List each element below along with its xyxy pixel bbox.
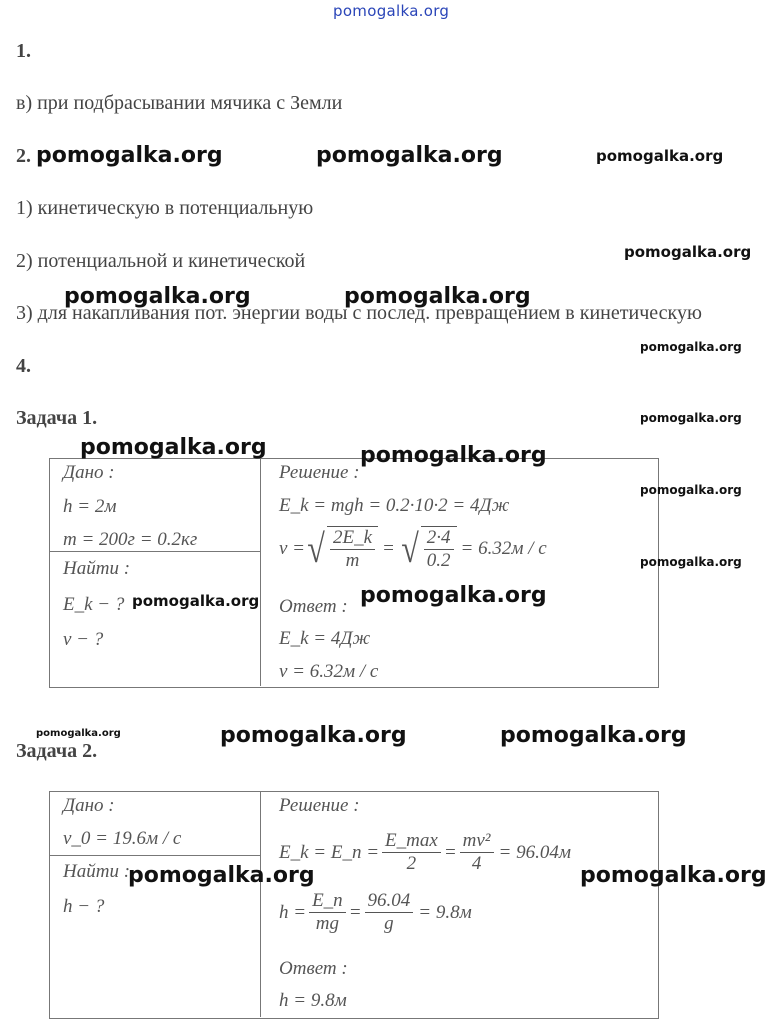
question-4-number: 4. [16,355,31,377]
task-2-eq-2-den2: g [384,913,394,934]
task-1-given-m: m = 200г = 0.2кг [63,529,198,550]
task-2-eq-2-result: = 9.8м [418,901,472,923]
task-2-eq-2-left: h = [279,901,307,923]
task-1-answer-v: v = 6.32м / с [279,661,379,682]
question-2-answer-2: 2) потенциальной и кинетической [16,250,306,272]
watermark: pomogalka.org [580,863,767,888]
watermark: pomogalka.org [344,284,531,309]
question-1-answer: в) при подбрасывании мячика с Земли [16,92,343,114]
task-1-answer-label: Ответ : [279,596,348,617]
question-2-number: 2. [16,145,31,167]
task-1-eq-1: E_k = mgh = 0.2·10·2 = 4Дж [279,495,510,516]
question-1-number: 1. [16,40,31,62]
question-2-answer-1: 1) кинетическую в потенциальную [16,197,314,219]
watermark: pomogalka.org [640,483,742,497]
task-2-eq-1-den: 2 [406,853,417,874]
task-1-eq-2-den: m [345,550,360,571]
task-1-solution-label: Решение : [279,462,360,483]
watermark: pomogalka.org [596,147,724,165]
task-1-title: Задача 1. [16,407,98,429]
watermark: pomogalka.org [360,583,547,608]
watermark: pomogalka.org [500,723,687,748]
task-1-given-label: Дано : [63,462,115,483]
task-2-given-label: Дано : [63,795,115,816]
watermark: pomogalka.org [64,284,251,309]
watermark: pomogalka.org [220,723,407,748]
task-2-eq-2: h = $\frac{E\_n}{mg}$ = $\frac{96.04}{g}$ = 9.8м [279,890,472,934]
task-1-answer-ek: E_k = 4Дж [279,628,371,649]
task-1-find-v: v − ? [63,629,104,650]
task-1-eq-2-den2: 0.2 [426,550,451,571]
watermark: pomogalka.org [624,243,752,261]
watermark: pomogalka.org [36,728,121,739]
task-1-find-ek: E_k − ? [63,594,125,615]
task-2-answer-label: Ответ : [279,958,348,979]
task-2-find-h: h − ? [63,896,105,917]
task-1-eq-2: v = √ $\frac{2E\_k}{m}$ = √ $\frac{2\cdot 4}{0.2}$ = 6.32м / с [279,526,547,571]
task-1-eq-2-result: = 6.32м / с [460,538,547,559]
question-2-answer-3: 3) для накапливания пот. энергии воды с послед. превращением в кинетическую [16,302,702,324]
task-1-eq-2-left: v = [279,538,306,559]
task-2-eq-1-num2: mv² [460,830,494,853]
watermark: pomogalka.org [36,143,223,168]
task-2-answer-h: h = 9.8м [279,990,347,1011]
task-2-eq-1-num: E_max [382,830,441,853]
task-2-solution-label: Решение : [279,795,360,816]
task-2-find-label: Найти : [63,861,131,882]
watermark: pomogalka.org [360,443,547,468]
task-2-eq-1-den2: 4 [471,853,482,874]
site-header[interactable]: pomogalka.org [333,2,450,20]
task-2-eq-1: E_k = E_n = $\frac{E\_\max}{2}$ = $\frac{\text{mv²}}{4}$ = 96.04м [279,830,571,874]
task-2-eq-2-den: mg [315,913,339,934]
task-1-given-h: h = 2м [63,496,117,517]
task-1-eq-2-num2: 2·4 [424,527,454,550]
watermark: pomogalka.org [640,340,742,354]
watermark: pomogalka.org [132,592,260,610]
task-2-eq-1-left: E_k = E_n = [279,841,380,863]
watermark: pomogalka.org [80,435,267,460]
watermark: pomogalka.org [640,411,742,425]
task-1-table [49,458,659,688]
task-1-eq-2-num: 2E_k [330,527,375,550]
task-2-eq-1-result: = 96.04м [498,841,571,863]
watermark: pomogalka.org [640,555,742,569]
task-2-given-v0: v_0 = 19.6м / с [63,828,182,849]
watermark: pomogalka.org [128,863,315,888]
task-2-eq-2-num: E_n [309,890,346,913]
task-2-title: Задача 2. [16,740,98,762]
task-2-eq-2-num2: 96.04 [365,890,414,913]
watermark: pomogalka.org [316,143,503,168]
task-1-find-label: Найти : [63,558,131,579]
